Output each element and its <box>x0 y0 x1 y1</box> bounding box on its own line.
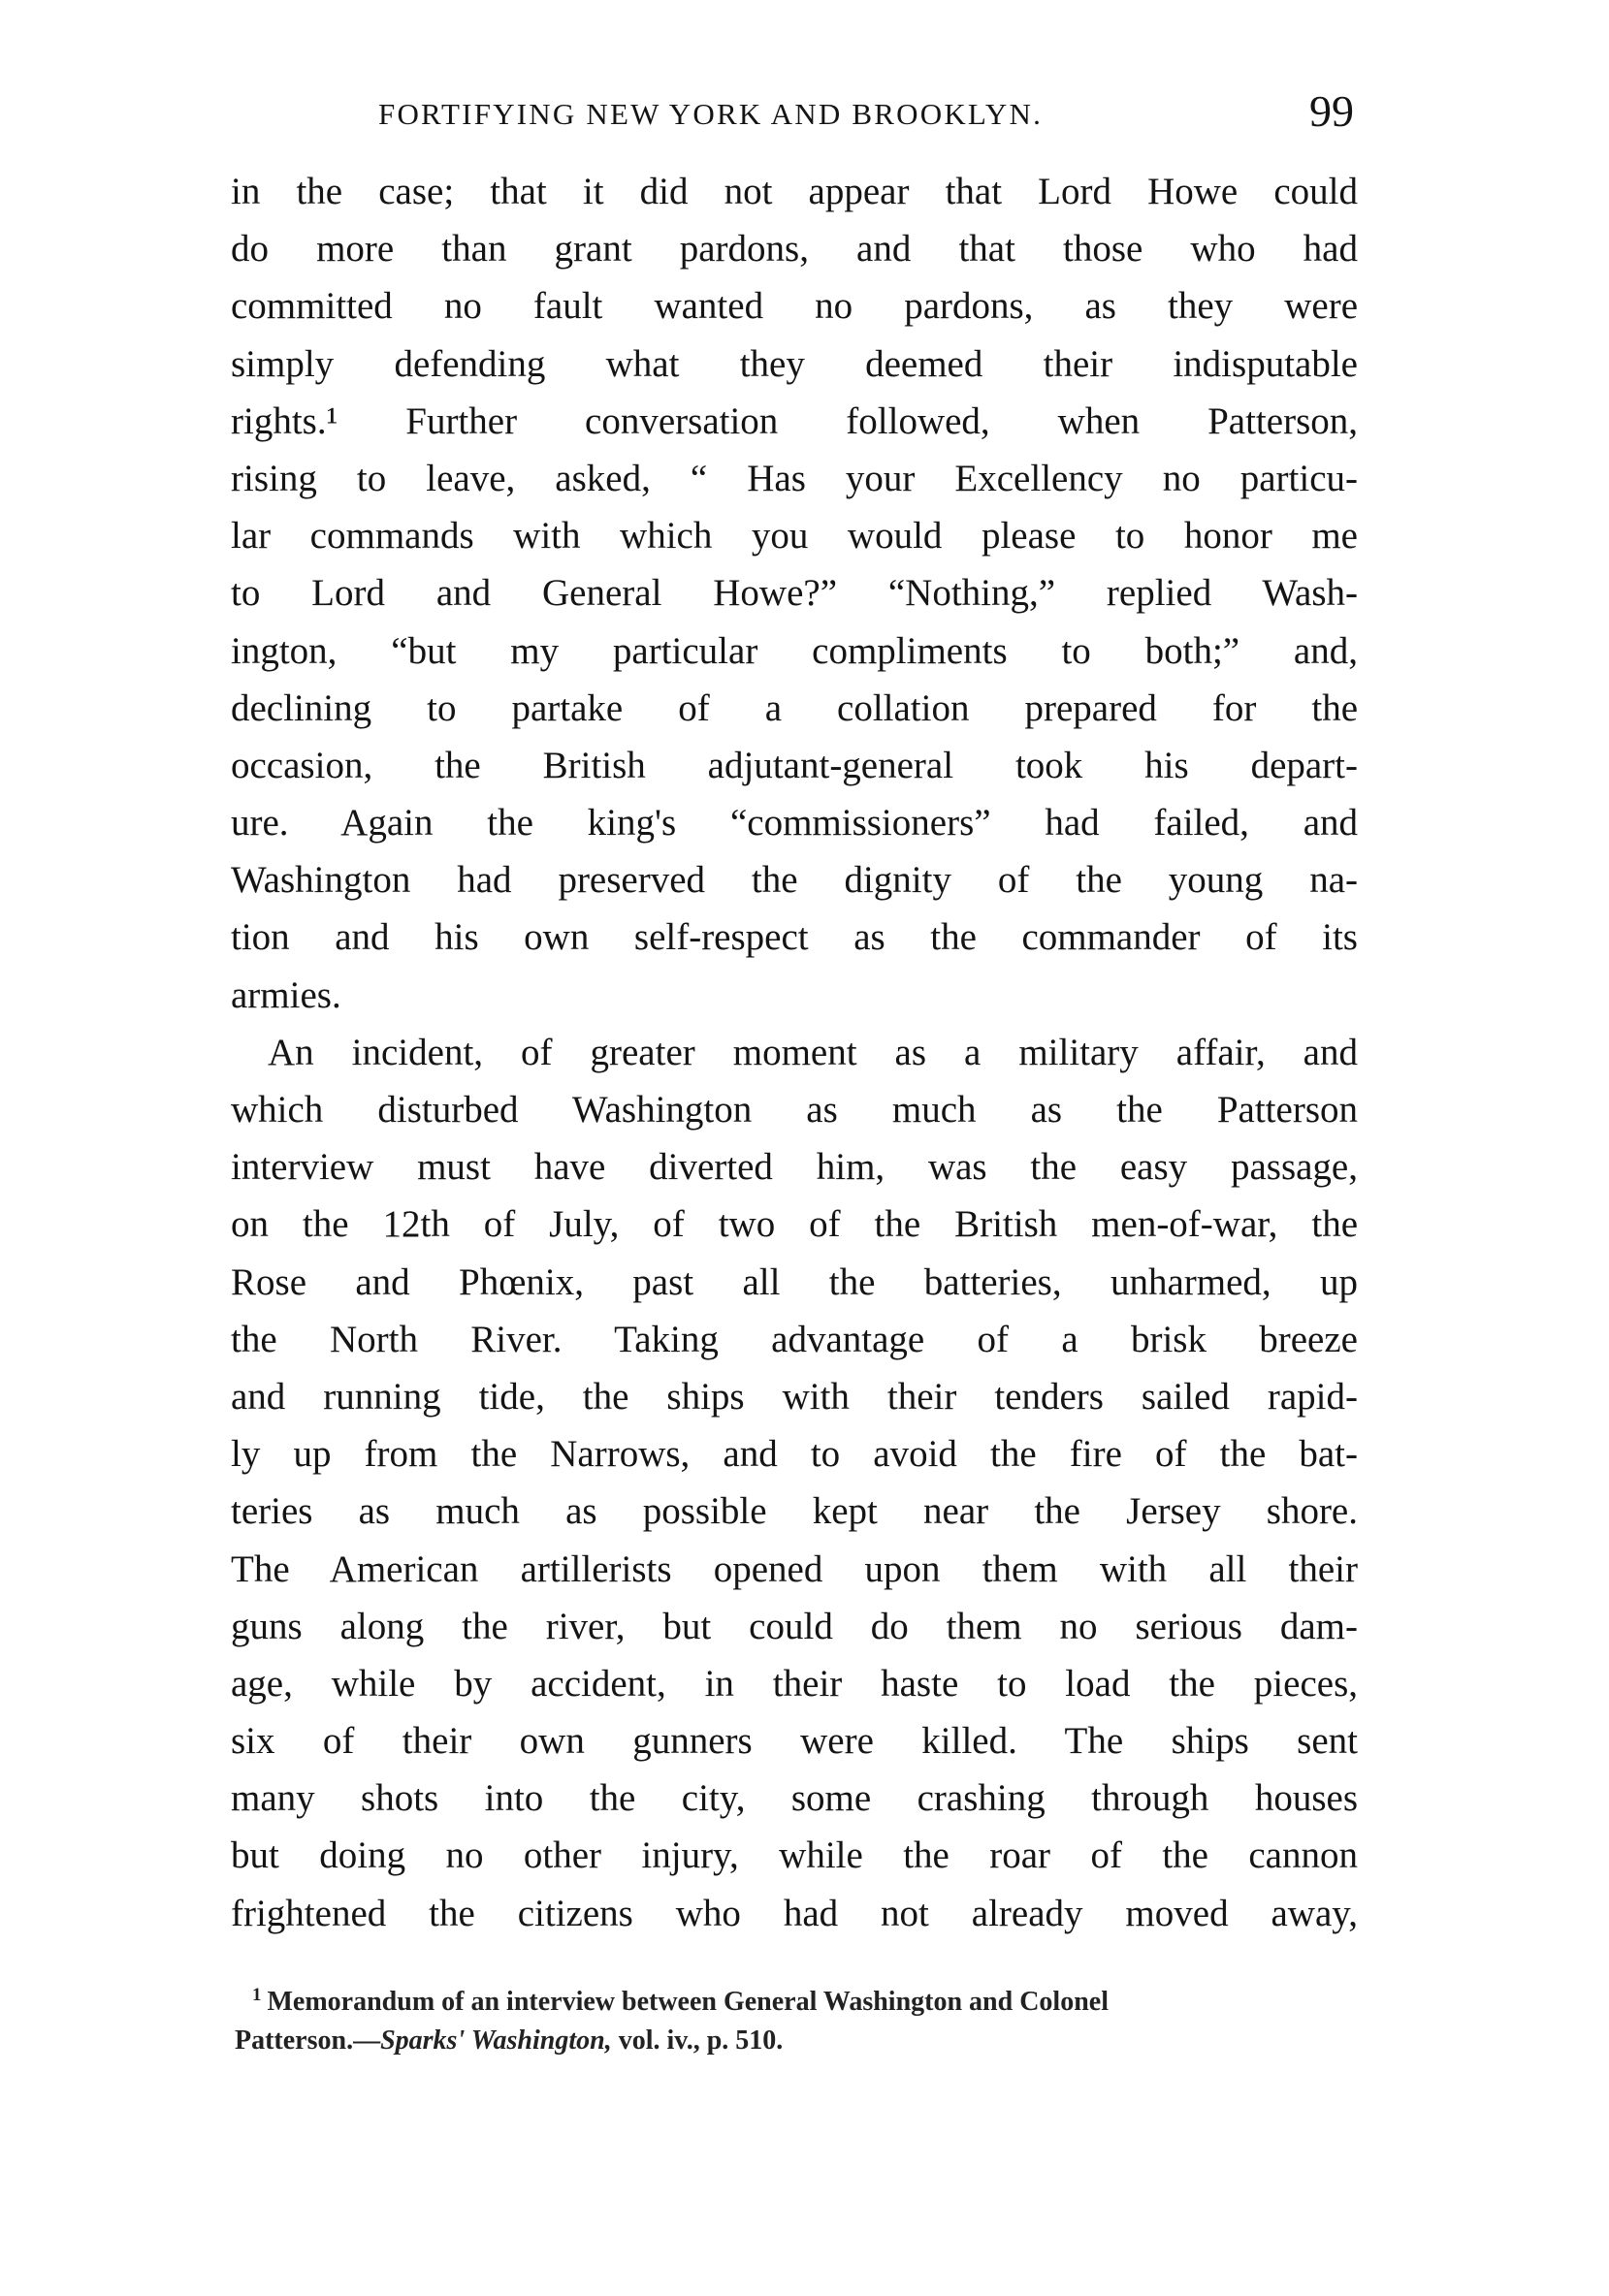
running-title: FORTIFYING NEW YORK AND BROOKLYN. <box>378 97 1044 131</box>
footnote-marker: 1 <box>252 1985 262 2005</box>
text-line: the North River. Taking advantage of a brisk breeze <box>231 1318 1358 1360</box>
footnote-line-1 <box>235 1976 1358 2022</box>
text-line: frightened the citizens who had not already moved away, <box>231 1892 1358 1934</box>
text-line: tion and his own self-respect as the commander of its <box>231 916 1358 959</box>
footnote-suffix: vol. iv., p. 510. <box>611 2025 784 2056</box>
text-line: ure. Again the king's “commissioners” had failed, and <box>231 802 1358 845</box>
text-line: many shots into the city, some crashing through houses <box>231 1777 1358 1820</box>
text-line: lar commands with which you would please to honor me <box>231 515 1358 558</box>
text-line: The American artillerists opened upon them with all their <box>231 1547 1358 1590</box>
running-head <box>231 86 1358 147</box>
footnote-text: Memorandum of an interview between General Washington and Colonel <box>267 1987 1109 2017</box>
text-line: which disturbed Washington as much as the Patterson <box>231 1089 1358 1131</box>
text-line: six of their own gunners were killed. The ships sent <box>231 1720 1358 1763</box>
text-line: simply defending what they deemed their indisputable <box>231 342 1358 385</box>
text-line: occasion, the British adjutant-general took his depart- <box>231 744 1358 786</box>
page-number: 99 <box>1309 86 1354 136</box>
text-line: ly up from the Narrows, and to avoid the fire of the bat- <box>231 1433 1358 1476</box>
text-line: in the case; that it did not appear that Lord Howe could <box>231 171 1358 212</box>
footnote-line-2 <box>235 2022 1358 2060</box>
text-line: to Lord and General Howe?” “Nothing,” replied Wash- <box>231 572 1358 615</box>
text-line: do more than grant pardons, and that those who had <box>231 228 1358 271</box>
text-line: ington, “but my particular compliments to both;” and, <box>231 629 1358 672</box>
text-line: but doing no other injury, while the roar of the cannon <box>231 1834 1358 1877</box>
text-line: age, while by accident, in their haste to load the pieces, <box>231 1662 1358 1705</box>
paragraph-end-line: armies. <box>231 973 341 1016</box>
text-line: Washington had preserved the dignity of the young na- <box>231 859 1358 902</box>
text-line: rising to leave, asked, “ Has your Excellency no particu- <box>231 457 1358 499</box>
text-line: guns along the river, but could do them no serious dam- <box>231 1605 1358 1647</box>
text-line: on the 12th of July, of two of the British men-of-war, the <box>231 1203 1358 1246</box>
body-text <box>231 163 1358 1942</box>
text-line: teries as much as possible kept near the Jersey shore. <box>231 1490 1358 1533</box>
paragraph-start-line: An incident, of greater moment as a military affair, and <box>268 1031 1358 1073</box>
text-line: declining to partake of a collation prepared for the <box>231 686 1358 729</box>
text-line: committed no fault wanted no pardons, as they were <box>231 285 1358 328</box>
footnote-prefix: Patterson.— <box>235 2025 381 2056</box>
text-line: Rose and Phœnix, past all the batteries, unharmed, up <box>231 1260 1358 1303</box>
text-line: interview must have diverted him, was the easy passage, <box>231 1146 1358 1189</box>
footnote <box>235 1976 1358 2060</box>
footnote-source: Sparks' Washington, <box>380 2025 612 2056</box>
text-line: rights.¹ Further conversation followed, when Patterson, <box>231 399 1358 442</box>
text-line: and running tide, the ships with their tenders sailed rapid- <box>231 1375 1358 1418</box>
